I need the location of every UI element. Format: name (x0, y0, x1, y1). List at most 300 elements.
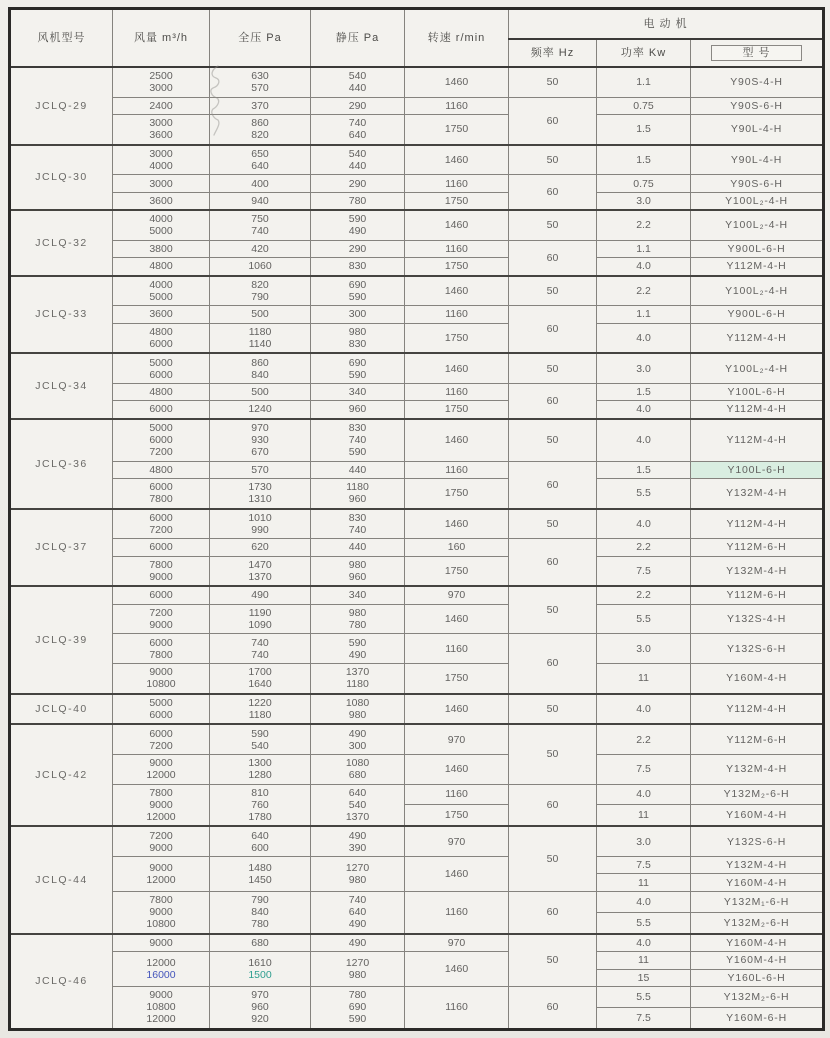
fan-model-cell: JCLQ-37 (10, 509, 113, 587)
static-pressure-cell-line: 690 (348, 278, 367, 291)
total-pressure-cell-line: 1450 (248, 873, 272, 886)
total-pressure-cell (210, 857, 311, 892)
power-cell: 2.2 (597, 539, 691, 556)
frequency-cell: 60 (509, 383, 597, 418)
motor-model-cell: Y90L-4-H (691, 145, 824, 175)
static-pressure-cell-line: 960 (348, 493, 367, 506)
total-pressure-cell-line: 420 (251, 242, 269, 255)
static-pressure-cell-line: 590 (348, 446, 367, 459)
total-pressure-cell (210, 509, 311, 539)
total-pressure-cell (210, 145, 311, 175)
motor-model-cell: Y90L-4-H (691, 115, 824, 145)
power-cell: 1.1 (597, 306, 691, 323)
flow-cell-line: 6000 (149, 727, 173, 740)
total-pressure-cell-line: 740 (251, 648, 269, 661)
flow-cell (113, 323, 210, 353)
static-pressure-cell-line: 980 (348, 708, 367, 721)
motor-model-cell: Y132M₂-6-H (691, 986, 824, 1007)
motor-model-cell: Y112M-4-H (691, 419, 824, 461)
motor-model-cell: Y132S-4-H (691, 604, 824, 634)
total-pressure-cell-line: 1730 (248, 481, 272, 494)
total-pressure-cell-line: 860 (251, 356, 269, 369)
flow-cell-line: 3000 (149, 117, 173, 130)
spec-row (10, 97, 824, 114)
total-pressure-cell-line: 670 (251, 446, 269, 459)
total-pressure-cell (210, 175, 311, 192)
static-pressure-cell-line: 540 (348, 70, 367, 83)
flow-cell-line: 6000 (149, 368, 173, 381)
motor-model-cell: Y100L-6-H (691, 461, 824, 478)
total-pressure-cell-line: 750 (251, 213, 269, 226)
motor-model-cell: Y112M-4-H (691, 323, 824, 353)
static-pressure-cell-line: 1270 (345, 861, 370, 874)
flow-cell-line: 6000 (149, 337, 173, 350)
total-pressure-cell-line: 640 (251, 160, 269, 173)
total-pressure-cell (210, 724, 311, 754)
speed-cell: 1160 (405, 240, 509, 257)
power-cell: 11 (597, 663, 691, 693)
flow-cell (113, 934, 210, 952)
col-header-speed: 转速 r/min (405, 9, 509, 68)
frequency-cell: 60 (509, 784, 597, 826)
static-pressure-cell (311, 891, 405, 933)
flow-cell-line: 4000 (149, 278, 173, 291)
flow-cell (113, 857, 210, 892)
motor-model-cell: Y112M-6-H (691, 724, 824, 754)
table-header (10, 9, 824, 68)
static-pressure-cell-line: 680 (348, 769, 367, 782)
total-pressure-cell-line: 1640 (248, 678, 272, 691)
speed-cell: 1750 (405, 805, 509, 827)
speed-cell: 1160 (405, 306, 509, 323)
flow-cell (113, 634, 210, 664)
static-pressure-cell (311, 383, 405, 400)
total-pressure-cell-line: 1310 (248, 493, 272, 506)
speed-cell: 1460 (405, 419, 509, 461)
total-pressure-cell-line: 1280 (248, 769, 272, 782)
spec-row (10, 306, 824, 323)
total-pressure-cell-line: 650 (251, 148, 269, 161)
speed-cell: 1460 (405, 604, 509, 634)
speed-cell: 1160 (405, 383, 509, 400)
spec-row (10, 240, 824, 257)
static-pressure-cell-line: 300 (348, 308, 367, 321)
motor-model-cell: Y112M-6-H (691, 586, 824, 604)
total-pressure-cell-line: 1780 (248, 810, 272, 823)
static-pressure-cell-line: 980 (348, 606, 367, 619)
static-pressure-cell-line: 1080 (345, 696, 370, 709)
static-pressure-cell (311, 754, 405, 784)
static-pressure-cell-line: 340 (348, 386, 367, 399)
static-pressure-cell (311, 323, 405, 353)
motor-model-cell: Y112M-4-H (691, 401, 824, 419)
static-pressure-cell (311, 663, 405, 693)
power-cell: 11 (597, 952, 691, 969)
power-cell: 11 (597, 874, 691, 891)
flow-cell-line: 9000 (149, 798, 173, 811)
flow-cell (113, 952, 210, 987)
fan-model-cell: JCLQ-34 (10, 353, 113, 418)
static-pressure-cell (311, 115, 405, 145)
speed-cell: 1460 (405, 694, 509, 725)
flow-cell-line: 7800 (149, 648, 173, 661)
power-cell: 5.5 (597, 604, 691, 634)
motor-model-cell: Y132S-6-H (691, 634, 824, 664)
flow-cell-line: 12000 (146, 769, 176, 782)
total-pressure-cell-line: 840 (251, 906, 269, 919)
power-cell: 3.0 (597, 826, 691, 856)
motor-model-cell: Y132S-6-H (691, 826, 824, 856)
static-pressure-cell-line: 490 (348, 918, 367, 931)
flow-cell (113, 478, 210, 508)
power-cell: 11 (597, 805, 691, 827)
static-pressure-cell-line: 640 (348, 129, 367, 142)
speed-cell: 970 (405, 934, 509, 952)
power-cell: 7.5 (597, 754, 691, 784)
total-pressure-cell (210, 353, 311, 383)
static-pressure-cell-line: 440 (348, 160, 367, 173)
speed-cell: 1750 (405, 192, 509, 210)
total-pressure-cell (210, 210, 311, 240)
flow-cell-line: 3600 (149, 194, 173, 207)
fan-model-cell: JCLQ-29 (10, 67, 113, 145)
col-header-power: 功率 Kw (597, 39, 691, 67)
flow-cell-line: 6000 (149, 708, 173, 721)
total-pressure-cell-line: 820 (251, 129, 269, 142)
flow-cell-line: 7800 (149, 493, 173, 506)
static-pressure-cell-line: 440 (348, 82, 367, 95)
spec-row (10, 604, 824, 634)
spec-row (10, 724, 824, 754)
power-cell: 1.1 (597, 240, 691, 257)
flow-cell (113, 97, 210, 114)
fan-model-cell: JCLQ-36 (10, 419, 113, 509)
frequency-cell: 50 (509, 724, 597, 784)
spec-row (10, 192, 824, 210)
motor-model-cell: Y132M₁-6-H (691, 891, 824, 912)
static-pressure-cell (311, 509, 405, 539)
static-pressure-cell-line: 440 (348, 463, 367, 476)
total-pressure-cell-line: 1480 (248, 861, 272, 874)
spec-row (10, 67, 824, 97)
power-cell: 7.5 (597, 857, 691, 874)
motor-model-cell: Y112M-4-H (691, 509, 824, 539)
motor-model-cell: Y160M-4-H (691, 952, 824, 969)
total-pressure-cell-line: 740 (251, 225, 269, 238)
speed-cell: 1750 (405, 258, 509, 276)
speed-cell: 970 (405, 724, 509, 754)
flow-cell (113, 383, 210, 400)
fan-model-cell: JCLQ-42 (10, 724, 113, 826)
static-pressure-cell (311, 276, 405, 306)
total-pressure-cell-line: 590 (251, 727, 269, 740)
static-pressure-cell-line: 980 (348, 558, 367, 571)
speed-cell: 160 (405, 539, 509, 556)
fan-model-cell: JCLQ-44 (10, 826, 113, 933)
static-pressure-cell-line: 960 (348, 403, 367, 416)
flow-cell (113, 115, 210, 145)
speed-cell: 1750 (405, 478, 509, 508)
flow-cell-line: 9000 (149, 989, 173, 1002)
flow-cell-line: 4000 (149, 213, 173, 226)
frequency-cell: 50 (509, 586, 597, 634)
power-cell: 5.5 (597, 478, 691, 508)
static-pressure-cell (311, 934, 405, 952)
motor-model-cell: Y112M-4-H (691, 694, 824, 725)
total-pressure-cell-line: 1240 (248, 403, 272, 416)
flow-cell (113, 509, 210, 539)
static-pressure-cell-line: 1180 (346, 678, 369, 691)
flow-cell (113, 663, 210, 693)
fan-model-cell: JCLQ-39 (10, 586, 113, 693)
spec-row (10, 556, 824, 586)
static-pressure-cell-line: 440 (348, 541, 367, 554)
flow-cell-line: 12000 (146, 873, 176, 886)
motor-model-cell: Y100L₂-4-H (691, 210, 824, 240)
static-pressure-cell (311, 461, 405, 478)
power-cell: 4.0 (597, 891, 691, 912)
static-pressure-cell (311, 67, 405, 97)
power-cell: 1.5 (597, 145, 691, 175)
flow-cell-line: 10800 (146, 1001, 176, 1014)
power-cell: 4.0 (597, 784, 691, 805)
total-pressure-cell-line: 820 (251, 278, 269, 291)
total-pressure-cell-line: 1470 (248, 558, 272, 571)
flow-cell-line: 3000 (149, 82, 173, 95)
spec-row (10, 276, 824, 306)
static-pressure-cell-line: 980 (348, 969, 367, 981)
power-cell: 1.5 (597, 383, 691, 400)
flow-cell (113, 353, 210, 383)
spec-row (10, 934, 824, 952)
static-pressure-cell (311, 826, 405, 856)
frequency-cell: 60 (509, 97, 597, 145)
static-pressure-cell (311, 240, 405, 257)
motor-model-cell: Y160M-4-H (691, 934, 824, 952)
speed-cell: 1460 (405, 145, 509, 175)
power-cell: 2.2 (597, 276, 691, 306)
total-pressure-cell-line: 930 (251, 434, 269, 447)
total-pressure-cell (210, 754, 311, 784)
total-pressure-cell-line: 620 (251, 541, 269, 554)
static-pressure-cell-line: 340 (348, 589, 367, 602)
flow-cell (113, 240, 210, 257)
total-pressure-cell-line: 500 (251, 308, 269, 321)
flow-cell (113, 258, 210, 276)
flow-cell-line: 3600 (149, 308, 173, 321)
flow-cell-line: 6000 (149, 541, 173, 554)
total-pressure-cell (210, 323, 311, 353)
total-pressure-cell-line: 400 (251, 177, 269, 190)
motor-model-cell: Y100L-6-H (691, 383, 824, 400)
spec-row (10, 115, 824, 145)
spec-row (10, 891, 824, 912)
flow-cell (113, 826, 210, 856)
frequency-cell: 60 (509, 306, 597, 354)
flow-cell-line: 6000 (149, 434, 173, 447)
flow-cell-line: 7200 (149, 606, 173, 619)
flow-cell-line: 7200 (149, 446, 173, 459)
spec-row (10, 586, 824, 604)
flow-cell-line: 10800 (146, 918, 176, 931)
flow-cell (113, 539, 210, 556)
flow-cell-line: 9000 (149, 757, 173, 770)
spec-row (10, 175, 824, 192)
motor-model-cell: Y112M-4-H (691, 258, 824, 276)
frequency-cell: 50 (509, 353, 597, 383)
spec-table-body (10, 67, 824, 1030)
static-pressure-cell-line: 1180 (346, 481, 369, 494)
static-pressure-cell-line: 490 (348, 225, 367, 238)
flow-cell-line: 6000 (149, 481, 173, 494)
total-pressure-cell-line: 540 (251, 739, 269, 752)
static-pressure-cell (311, 401, 405, 419)
static-pressure-cell-line: 590 (348, 636, 367, 649)
flow-cell-line: 7200 (149, 829, 173, 842)
motor-model-cell: Y90S-6-H (691, 97, 824, 114)
static-pressure-cell (311, 97, 405, 114)
total-pressure-cell-line: 680 (251, 936, 269, 949)
static-pressure-cell-line: 1370 (345, 810, 370, 823)
power-cell: 4.0 (597, 934, 691, 952)
static-pressure-cell (311, 478, 405, 508)
motor-model-cell: Y132M₂-6-H (691, 784, 824, 805)
spec-row (10, 383, 824, 400)
total-pressure-cell-line: 490 (251, 589, 269, 602)
spec-row (10, 826, 824, 856)
total-pressure-cell (210, 192, 311, 210)
power-cell: 2.2 (597, 724, 691, 754)
power-cell: 5.5 (597, 986, 691, 1007)
motor-model-cell: Y112M-6-H (691, 539, 824, 556)
flow-cell-line: 9000 (149, 666, 173, 679)
total-pressure-cell-line: 570 (251, 82, 269, 95)
flow-cell (113, 724, 210, 754)
static-pressure-cell-line: 780 (348, 194, 367, 207)
total-pressure-cell (210, 586, 311, 604)
flow-cell-line: 3000 (149, 177, 173, 190)
flow-cell-line: 2500 (149, 70, 173, 83)
static-pressure-cell-line: 740 (348, 434, 367, 447)
total-pressure-cell-line: 1700 (248, 666, 272, 679)
flow-cell-line: 7800 (149, 558, 173, 571)
total-pressure-cell (210, 604, 311, 634)
motor-model-cell: Y100L₂-4-H (691, 276, 824, 306)
motor-model-cell: Y160M-4-H (691, 805, 824, 827)
speed-cell: 1460 (405, 857, 509, 892)
static-pressure-cell (311, 724, 405, 754)
spec-row (10, 784, 824, 805)
flow-cell (113, 891, 210, 933)
flow-cell (113, 210, 210, 240)
static-pressure-cell-line: 640 (348, 906, 367, 919)
spec-row (10, 754, 824, 784)
total-pressure-cell-line: 1060 (248, 260, 272, 273)
static-pressure-cell-line: 490 (348, 727, 367, 740)
speed-cell: 1460 (405, 754, 509, 784)
static-pressure-cell-line: 390 (348, 841, 367, 854)
flow-cell (113, 306, 210, 323)
fan-model-cell: JCLQ-32 (10, 210, 113, 275)
flow-cell-line: 7800 (149, 786, 173, 799)
flow-cell (113, 461, 210, 478)
speed-cell: 1460 (405, 353, 509, 383)
flow-cell-line: 5000 (149, 422, 173, 435)
total-pressure-cell (210, 419, 311, 461)
power-cell: 1.5 (597, 461, 691, 478)
total-pressure-cell-line: 970 (251, 422, 269, 435)
flow-cell (113, 604, 210, 634)
speed-cell: 1460 (405, 210, 509, 240)
static-pressure-cell (311, 986, 405, 1029)
total-pressure-cell (210, 556, 311, 586)
flow-cell-line: 9000 (149, 861, 173, 874)
power-cell: 2.2 (597, 210, 691, 240)
frequency-cell: 50 (509, 509, 597, 539)
total-pressure-cell (210, 694, 311, 725)
power-cell: 4.0 (597, 401, 691, 419)
speed-cell: 1160 (405, 634, 509, 664)
col-header-air-volume: 风量 m³/h (113, 9, 210, 68)
flow-cell-line: 6000 (149, 403, 173, 416)
static-pressure-cell-line: 830 (348, 260, 367, 273)
total-pressure-cell-line: 570 (251, 463, 269, 476)
flow-cell-line: 7800 (149, 894, 173, 907)
col-header-motor-group: 电 动 机 (509, 9, 824, 40)
col-header-frequency: 频率 Hz (509, 39, 597, 67)
total-pressure-cell (210, 383, 311, 400)
flow-cell (113, 276, 210, 306)
static-pressure-cell-line: 980 (348, 873, 367, 886)
flow-cell (113, 694, 210, 725)
flow-cell-line: 4800 (149, 463, 173, 476)
flow-cell-line: 9000 (149, 936, 173, 949)
static-pressure-cell-line: 290 (348, 177, 367, 190)
motor-model-cell: Y160L-6-H (691, 969, 824, 986)
flow-cell-line: 4800 (149, 260, 173, 273)
power-cell: 3.0 (597, 192, 691, 210)
flow-cell-line: 7200 (149, 523, 173, 536)
total-pressure-cell-line: 640 (251, 829, 269, 842)
power-cell: 3.0 (597, 353, 691, 383)
flow-cell-line: 7200 (149, 739, 173, 752)
flow-cell-line: 12000 (146, 957, 176, 969)
fan-model-cell: JCLQ-46 (10, 934, 113, 1030)
flow-cell (113, 175, 210, 192)
static-pressure-cell-line: 1370 (345, 666, 370, 679)
total-pressure-cell-line: 740 (251, 636, 269, 649)
static-pressure-cell-line: 490 (348, 648, 367, 661)
flow-cell (113, 784, 210, 826)
spec-row (10, 634, 824, 664)
total-pressure-cell (210, 634, 311, 664)
speed-cell: 1460 (405, 276, 509, 306)
static-pressure-cell-line: 1270 (345, 957, 370, 969)
motor-model-cell: Y132M-4-H (691, 478, 824, 508)
power-cell: 2.2 (597, 586, 691, 604)
total-pressure-cell-line: 1180 (248, 325, 272, 338)
flow-cell-line: 4800 (149, 325, 173, 338)
flow-cell-line: 4000 (149, 160, 173, 173)
static-pressure-cell-line: 540 (348, 798, 367, 811)
spec-row (10, 952, 824, 969)
total-pressure-cell-line: 790 (251, 894, 269, 907)
frequency-cell: 50 (509, 694, 597, 725)
spec-row (10, 145, 824, 175)
static-pressure-cell-line: 960 (348, 570, 367, 583)
flow-cell-line: 2400 (149, 99, 173, 112)
flow-cell (113, 986, 210, 1029)
